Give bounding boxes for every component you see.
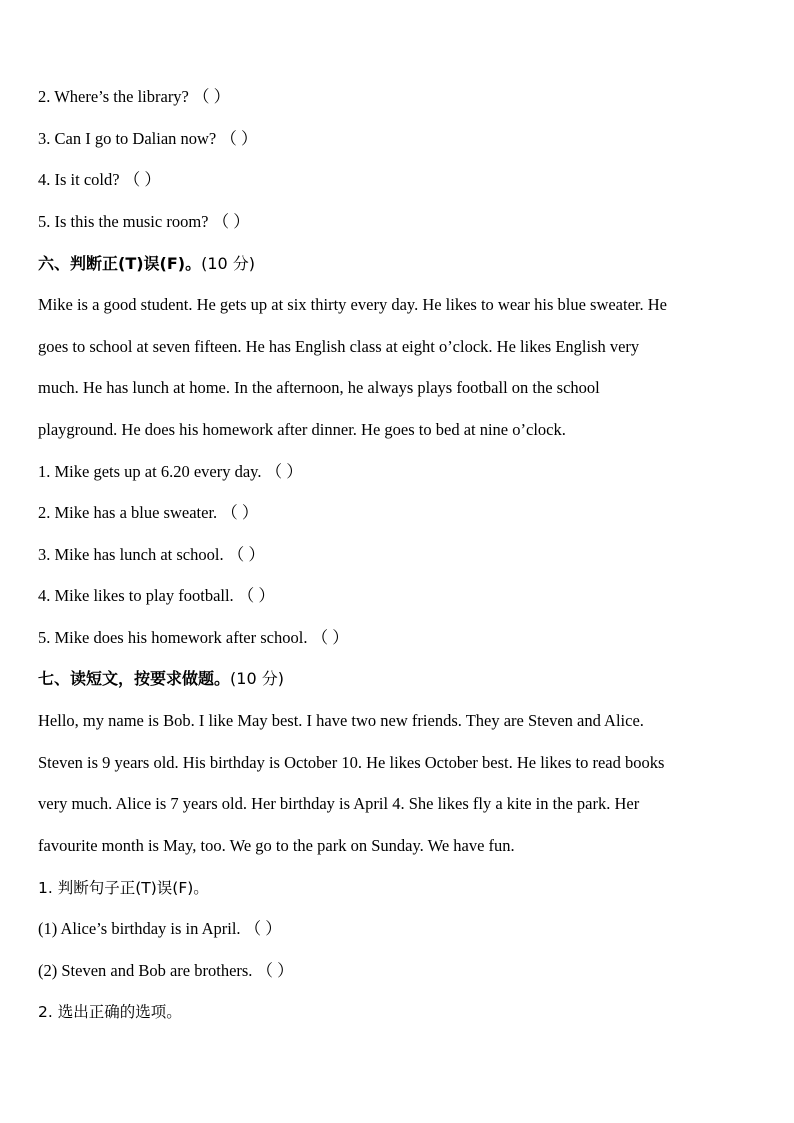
- question-line: 4. Is it cold? （ ）: [38, 170, 161, 189]
- subquestion-title: 1. 判断句子正(T)误(F)。: [38, 879, 209, 897]
- passage-line: playground. He does his homework after dinner. He goes to bed at nine o’clock.: [38, 420, 566, 439]
- question-line: 4. Mike likes to play football. （ ）: [38, 586, 275, 605]
- passage-line: much. He has lunch at home. In the afternoon, he always plays football on the school: [38, 378, 600, 397]
- passage-line: goes to school at seven fifteen. He has English class at eight o’clock. He likes English very: [38, 337, 640, 356]
- question-line: 2. Mike has a blue sweater. （ ）: [38, 503, 259, 522]
- section-heading: [38, 254, 255, 274]
- question-line: (1) Alice’s birthday is in April. （ ）: [38, 919, 282, 938]
- question-line: 3. Can I go to Dalian now? （ ）: [38, 129, 258, 148]
- section-title: 六、判断正(T)误(F)。: [38, 254, 202, 273]
- question-line: (2) Steven and Bob are brothers. （ ）: [38, 961, 294, 980]
- section-heading: [38, 669, 284, 689]
- passage-line: Hello, my name is Bob. I like May best. I have two new friends. They are Steven and Alice.: [38, 711, 644, 730]
- question-line: 3. Mike has lunch at school. （ ）: [38, 545, 265, 564]
- question-line: 5. Is this the music room? （ ）: [38, 212, 250, 231]
- section-score: (10 分): [201, 254, 256, 273]
- section-title: 七、读短文，按要求做题。: [38, 669, 231, 688]
- section-score: (10 分): [230, 669, 284, 688]
- passage-line: Steven is 9 years old. His birthday is October 10. He likes October best. He likes to read books: [38, 753, 665, 772]
- subquestion-title: 2. 选出正确的选项。: [38, 1003, 182, 1021]
- question-line: 5. Mike does his homework after school. （ ）: [38, 628, 349, 647]
- question-line: 1. Mike gets up at 6.20 every day. （ ）: [38, 462, 303, 481]
- question-line: 2. Where’s the library? （ ）: [38, 87, 231, 106]
- passage-line: Mike is a good student. He gets up at six thirty every day. He likes to wear his blue sweater. He: [38, 295, 667, 314]
- passage-line: very much. Alice is 7 years old. Her birthday is April 4. She likes fly a kite in the park. Her: [38, 794, 640, 813]
- passage-line: favourite month is May, too. We go to the park on Sunday. We have fun.: [38, 836, 515, 855]
